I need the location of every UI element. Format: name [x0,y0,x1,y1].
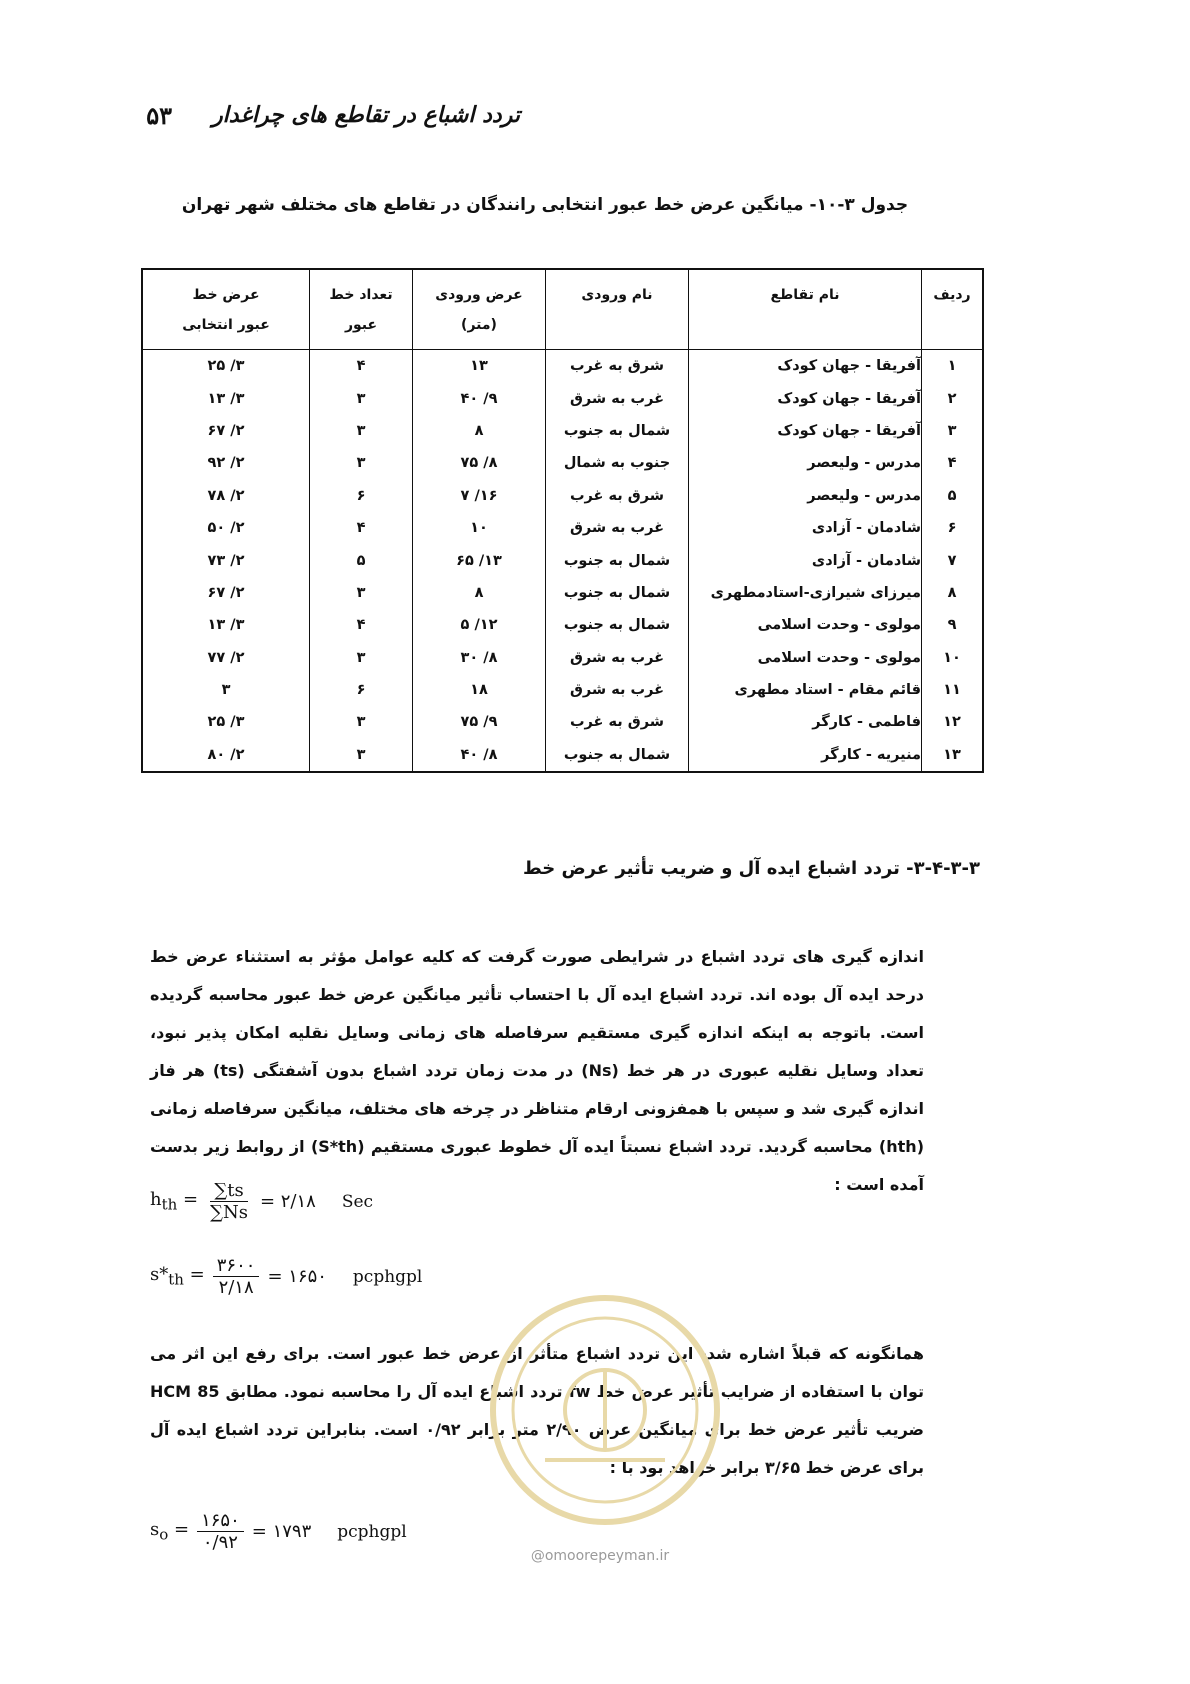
cell-lane-width: ۲/ ۶۷ [207,422,245,439]
paragraph-2: همانگونه که قبلاً اشاره شد، این تردد اشباع متأثر از عرض خط عبور است. برای رفع این اثر می توان با استفاده از ضرایب تأثیر عرض خط fw تردد اشباع ایده آل را محاسبه نمود. مطابق HCM 85 ضریب تأثیر عرض خط برای میانگین عرض ۲/۹۰ متر برابر ۰/۹۲ است. بنابراین تردد اشباع ایده آل برای عرض خط ۳/۶۵ برابر خواهد بود با : [150,1344,925,1477]
saturation-table [141,268,984,773]
table-row [142,350,983,383]
cell-approach: شمال به جنوب [546,609,689,641]
cell-entry-width: ۹/ ۴۰ [413,382,546,414]
cell-intersection: مدرس - ولیعصر [689,447,922,479]
cell-lanes: ۳ [310,642,413,674]
cell-lanes: ۶ [310,480,413,512]
cell-lanes: ۴ [310,512,413,544]
formula-result: = ۱۶۵۰ [267,1266,327,1287]
cell-row-number: ۲ [922,382,984,414]
cell-row-number: ۹ [922,609,984,641]
cell-lane-width: ۲/ ۹۲ [207,455,245,472]
table-caption: جدول ۳-۱۰- میانگین عرض خط عبور انتخابی رانندگان در تقاطع های مختلف شهر تهران [181,195,909,215]
cell-entry-width: ۱۶/ ۷ [413,480,546,512]
cell-intersection: مولوی - وحدت اسلامی [689,609,922,641]
cell-intersection: آفریقا - جهان کودک [689,350,922,383]
cell-row-number: ۶ [922,512,984,544]
cell-intersection: شادمان - آزادی [689,512,922,544]
table-row [142,577,983,609]
cell-row-number: ۸ [922,577,984,609]
cell-lanes: ۶ [310,674,413,706]
cell-row-number: ۱۱ [922,674,984,706]
table-header-row [142,269,983,350]
cell-lane-width: ۲/ ۸۰ [207,746,245,763]
cell-intersection: میرزای شیرازی-استادمطهری [689,577,922,609]
cell-lane-width: ۲/ ۷۷ [207,649,245,666]
table-row [142,415,983,447]
cell-lane-width: ۲/ ۵۰ [207,520,245,537]
formula-headway [150,1180,373,1223]
formula-lhs: $h_{th}$ = [150,1189,199,1214]
col-lane-width: عرض خط عبور انتخابی [142,269,310,350]
table-row [142,739,983,772]
cell-row-number: ۱۳ [922,739,984,772]
col-intersection: نام تقاطع [689,269,922,350]
cell-row-number: ۷ [922,544,984,576]
page-number: ۵۳ [146,100,173,130]
cell-entry-width: ۱۲/ ۵ [413,609,546,641]
cell-lanes: ۳ [310,415,413,447]
formula-result: = ۲/۱۸ [259,1191,316,1212]
cell-approach: جنوب به شمال [546,447,689,479]
cell-lanes: ۳ [310,577,413,609]
cell-row-number: ۱ [922,350,984,383]
table-body [142,350,983,773]
cell-intersection: منیریه - کارگر [689,739,922,772]
cell-lanes: ۵ [310,544,413,576]
cell-intersection: شادمان - آزادی [689,544,922,576]
table-row [142,609,983,641]
col-entry-width: عرض ورودی (متر) [413,269,546,350]
cell-lane-width: ۲/ ۶۷ [207,584,245,601]
cell-lanes: ۴ [310,609,413,641]
formula-lhs: $s*_{th}$ = [150,1264,205,1289]
cell-intersection: فاطمی - کارگر [689,706,922,738]
cell-approach: شمال به جنوب [546,739,689,772]
section-heading: ۳-۴-۳-۳- تردد اشباع ایده آل و ضریب تأثیر عرض خط [522,858,980,879]
col-row: ردیف [922,269,984,350]
cell-lanes: ۳ [310,382,413,414]
cell-approach: شمال به جنوب [546,415,689,447]
cell-intersection: آفریقا - جهان کودک [689,415,922,447]
cell-lanes: ۳ [310,706,413,738]
cell-lane-width: ۳ [221,682,231,699]
formula-ideal-saturation [150,1510,407,1553]
cell-lane-width: ۳/ ۱۳ [207,617,245,634]
cell-entry-width: ۱۸ [413,674,546,706]
formula-fraction: $\frac{۳۶۰۰}{۲/۱۸}$ [213,1255,260,1298]
cell-approach: غرب به شرق [546,642,689,674]
cell-approach: شرق به غرب [546,350,689,383]
formula-unit: pcphgpl [352,1266,423,1287]
cell-approach: غرب به شرق [546,674,689,706]
cell-lane-width: ۲/ ۷۳ [207,552,245,569]
table-row [142,447,983,479]
page-header [140,95,520,135]
cell-entry-width: ۱۳ [413,350,546,383]
cell-approach: شمال به جنوب [546,577,689,609]
cell-row-number: ۱۰ [922,642,984,674]
cell-intersection: قائم مقام - استاد مطهری [689,674,922,706]
cell-lane-width: ۳/ ۲۵ [207,358,245,375]
watermark: @omoorepeyman.ir [530,1548,670,1564]
cell-approach: غرب به شرق [546,382,689,414]
cell-row-number: ۱۲ [922,706,984,738]
cell-approach: شرق به غرب [546,480,689,512]
cell-entry-width: ۹/ ۷۵ [413,706,546,738]
cell-approach: شرق به غرب [546,706,689,738]
cell-intersection: آفریقا - جهان کودک [689,382,922,414]
formula-saturation [150,1255,422,1298]
formula-fraction: $\frac{\sum ts}{\sum Ns}$ [210,1180,248,1223]
formula-unit: pcphgpl [337,1521,407,1542]
cell-approach: شمال به جنوب [546,544,689,576]
cell-entry-width: ۸ [413,415,546,447]
stamp-icon [485,1290,725,1530]
cell-row-number: ۵ [922,480,984,512]
formula-lhs: $s_o$ = [150,1519,190,1544]
cell-entry-width: ۱۳/ ۶۵ [413,544,546,576]
cell-entry-width: ۸/ ۳۰ [413,642,546,674]
cell-row-number: ۳ [922,415,984,447]
table-row [142,706,983,738]
cell-entry-width: ۸ [413,577,546,609]
formula-unit: Sec [341,1191,374,1212]
formula-result: = ۱۷۹۳ [251,1521,312,1542]
cell-intersection: مدرس - ولیعصر [689,480,922,512]
table-row [142,480,983,512]
paragraph-1: اندازه گیری های تردد اشباع در شرایطی صورت گرفت که کلیه عوامل مؤثر به استثناء عرض خط درحد ایده آل بوده اند. تردد اشباع ایده آل با احتساب تأثیر میانگین عرض خط عبور محاسبه گردیده است. باتوجه به اینکه اندازه گیری مستقیم سرفاصله های زمانی وسایل نقلیه امکان پذیر نبود، تعداد وسایل نقلیه عبوری در هر خط (Ns) در مدت زمان تردد اشباع بدون آشفتگی (ts) هر فاز اندازه گیری شد و سپس با همفزونی ارقام متناظر در چرخه های مختلف، میانگین سرفاصله زمانی (hth) محاسبه گردید. تردد اشباع نسبتاً ایده آل خطوط عبوری مستقیم (S*th) از روابط زیر بدست آمده است : [150,947,925,1194]
table-row [142,382,983,414]
cell-lanes: ۳ [310,739,413,772]
cell-lane-width: ۳/ ۱۳ [207,390,245,407]
cell-entry-width: ۸/ ۷۵ [413,447,546,479]
table-row [142,674,983,706]
cell-entry-width: ۱۰ [413,512,546,544]
cell-approach: غرب به شرق [546,512,689,544]
formula-fraction: $\frac{۱۶۵۰}{۰/۹۲}$ [197,1510,244,1553]
page-title: تردد اشباع در تقاطع های چراغدار [212,102,520,128]
cell-lanes: ۳ [310,447,413,479]
cell-lane-width: ۳/ ۲۵ [207,714,245,731]
table-row [142,512,983,544]
col-approach: نام ورودی [546,269,689,350]
cell-entry-width: ۸/ ۴۰ [413,739,546,772]
table-row [142,642,983,674]
col-lanes: تعداد خط عبور [310,269,413,350]
cell-row-number: ۴ [922,447,984,479]
table-row [142,544,983,576]
cell-lane-width: ۲/ ۷۸ [207,487,245,504]
cell-intersection: مولوی - وحدت اسلامی [689,642,922,674]
cell-lanes: ۴ [310,350,413,383]
